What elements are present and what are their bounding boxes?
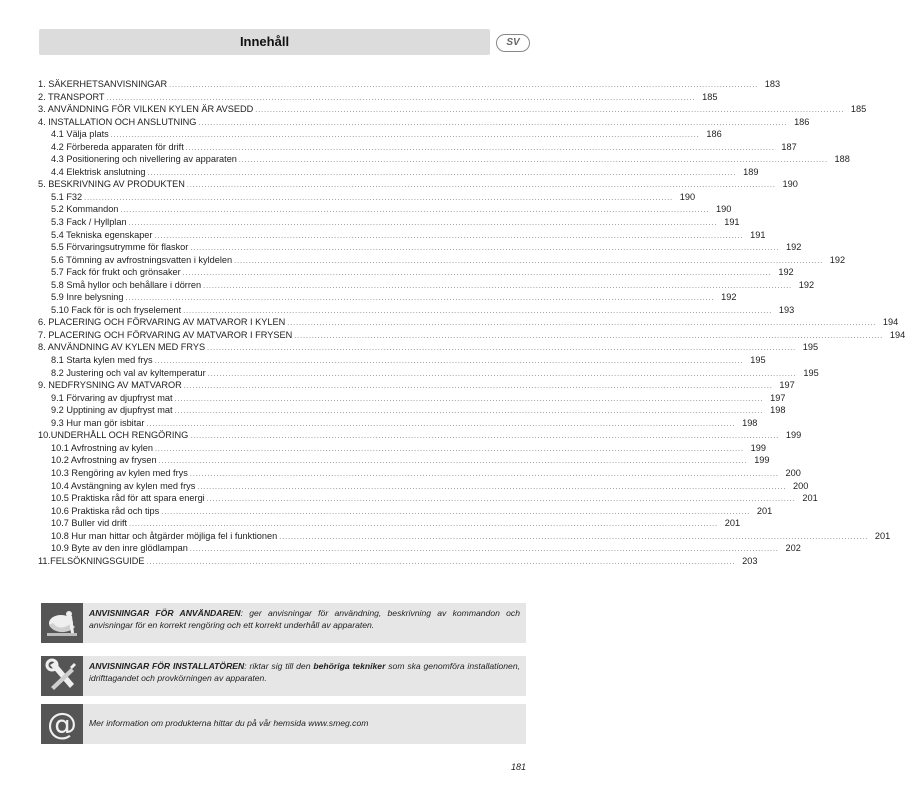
header-bar <box>39 29 490 55</box>
toc-entry <box>38 153 850 165</box>
page-number: 181 <box>510 762 526 772</box>
toc-entry-page: 187 <box>781 141 797 152</box>
toc-entry-title: 7. PLACERING OCH FÖRVARING AV MATVAROR I FRYSEN <box>38 329 293 340</box>
toc-dot-leader: ........................................................................................................................................................................................................ <box>154 358 744 366</box>
toc-entry-title: 10.2 Avfrostning av frysen <box>51 455 157 466</box>
toc-dot-leader: ........................................................................................................................................................................................................ <box>110 132 700 140</box>
toc-entry <box>38 417 758 429</box>
tools-icon <box>41 656 83 696</box>
toc-entry-title: 10.3 Rengöring av kylen med frys <box>51 467 188 478</box>
toc-dot-leader: ........................................................................................................................................................................................................ <box>287 320 877 328</box>
language-badge: SV <box>496 34 530 52</box>
installer-instructions-desc-a: : riktar sig till den <box>244 661 314 671</box>
toc-entry-title: 5.9 Inre belysning <box>51 292 124 303</box>
toc-entry <box>38 379 795 391</box>
toc-entry-title: 4.2 Förbereda apparaten för drift <box>51 141 184 152</box>
toc-entry-page: 201 <box>802 493 818 504</box>
at-sign-icon <box>41 704 83 744</box>
toc-entry-page: 199 <box>750 442 766 453</box>
toc-dot-leader: ........................................................................................................................................................................................................ <box>128 220 718 228</box>
toc-entry <box>38 555 758 567</box>
toc-entry-title: 5.7 Fack för frukt och grönsaker <box>51 267 181 278</box>
toc-dot-leader: ........................................................................................................................................................................................................ <box>120 207 710 215</box>
toc-dot-leader: ........................................................................................................................................................................................................ <box>255 107 845 115</box>
toc-entry-page: 200 <box>785 467 801 478</box>
toc-dot-leader: ........................................................................................................................................................................................................ <box>206 496 796 504</box>
toc-dot-leader: ........................................................................................................................................................................................................ <box>84 194 674 202</box>
toc-entry-title: 10.6 Praktiska råd och tips <box>51 505 160 516</box>
toc-entry-page: 197 <box>779 380 795 391</box>
toc-entry <box>38 229 766 241</box>
toc-entry <box>38 442 766 454</box>
toc-entry-title: 1. SÄKERHETSANVISNINGAR <box>38 79 168 89</box>
toc-entry-title: 10.5 Praktiska råd för att spara energi <box>51 493 205 504</box>
toc-dot-leader: ........................................................................................................................................................................................................ <box>186 182 776 190</box>
installer-instructions-emph: behöriga tekniker <box>313 661 386 671</box>
toc-dot-leader: ........................................................................................................................................................................................................ <box>234 257 824 265</box>
toc-dot-leader: ........................................................................................................................................................................................................ <box>207 370 797 378</box>
toc-entry <box>38 392 786 404</box>
toc-entry-page: 195 <box>750 355 766 366</box>
toc-entry <box>38 492 818 504</box>
toc-entry-title: 10.1 Avfrostning av kylen <box>51 442 153 453</box>
toc-dot-leader: ........................................................................................................................................................................................................ <box>190 245 780 253</box>
toc-dot-leader: ........................................................................................................................................................................................................ <box>189 546 779 554</box>
toc-entry-title: 10.9 Byte av den inre glödlampan <box>51 543 188 554</box>
toc-entry-title: 2. TRANSPORT <box>38 91 105 102</box>
toc-entry-page: 201 <box>874 530 891 541</box>
toc-entry-title: 4. INSTALLATION OCH ANSLUTNING <box>38 116 197 127</box>
toc-entry-title: 8. ANVÄNDNING AV KYLEN MED FRYS <box>38 342 206 353</box>
toc-entry-title: 9. NEDFRYSNING AV MATVAROR <box>38 380 182 391</box>
toc-entry-title: 3. ANVÄNDNING FÖR VILKEN KYLEN ÄR AVSEDD <box>38 104 254 115</box>
toc-entry <box>38 191 696 203</box>
toc-entry-page: 201 <box>724 518 741 529</box>
toc-entry <box>38 316 899 328</box>
toc-entry-page: 200 <box>793 480 809 491</box>
toc-entry-title: 5.3 Fack / Hyllplan <box>51 217 127 228</box>
toc-entry <box>38 429 802 441</box>
toc-entry-page: 192 <box>829 254 846 265</box>
toc-dot-leader: ........................................................................................................................................................................................................ <box>190 433 780 441</box>
toc-entry <box>38 530 891 542</box>
toc-entry-page: 190 <box>679 191 696 202</box>
installer-instructions-text <box>89 661 520 684</box>
toc-entry <box>38 542 801 554</box>
toc-entry <box>38 341 819 353</box>
toc-entry <box>38 467 801 479</box>
toc-dot-leader: ........................................................................................................................................................................................................ <box>169 82 759 89</box>
toc-entry <box>38 279 815 291</box>
toc-entry-title: 8.2 Justering och val av kyltemperatur <box>51 367 206 378</box>
toc-entry-title: 4.4 Elektrisk anslutning <box>51 166 146 177</box>
toc-entry-page: 188 <box>834 154 850 165</box>
svg-text:@: @ <box>47 707 77 742</box>
toc-entry <box>38 203 732 215</box>
toc-entry <box>38 480 809 492</box>
toc-entry-page: 203 <box>742 555 758 566</box>
toc-entry <box>38 304 795 316</box>
toc-entry-title: 4.3 Positionering och nivellering av apparaten <box>51 154 237 165</box>
toc-dot-leader: ........................................................................................................................................................................................................ <box>129 521 719 529</box>
toc-entry <box>38 128 722 140</box>
toc-entry-page: 193 <box>778 304 795 315</box>
toc-entry-page: 183 <box>764 79 781 89</box>
toc-dot-leader: ........................................................................................................................................................................................................ <box>154 445 744 453</box>
website-info-text: Mer information om produkterna hittar du på vår hemsida www.smeg.com <box>89 718 369 728</box>
toc-entry-page: 185 <box>850 104 867 115</box>
toc-dot-leader: ........................................................................................................................................................................................................ <box>185 144 775 152</box>
toc-dot-leader: ........................................................................................................................................................................................................ <box>189 470 779 478</box>
toc-entry-title: 5.8 Små hyllor och behållare i dörren <box>51 279 202 290</box>
page-title: Innehåll <box>239 34 290 49</box>
toc-entry-page: 198 <box>770 405 786 416</box>
table-of-contents <box>38 78 905 567</box>
toc-entry <box>38 354 766 366</box>
toc-entry <box>38 178 798 190</box>
toc-entry-page: 198 <box>742 417 758 428</box>
toc-entry-title: 9.2 Upptining av djupfryst mat <box>51 405 173 416</box>
toc-entry <box>38 166 759 178</box>
toc-entry-page: 186 <box>794 116 810 127</box>
toc-entry-page: 189 <box>743 166 759 177</box>
toc-entry <box>38 454 770 466</box>
installer-instructions-box <box>41 656 526 696</box>
toc-dot-leader: ........................................................................................................................................................................................................ <box>183 307 773 315</box>
user-instructions-desc: : ger anvisningar för användning, beskrivning av kommandon och anvisningar för en korrekt rengöring och ett korrekt underhåll av apparaten. <box>89 608 520 630</box>
toc-entry-page: 192 <box>721 292 737 303</box>
toc-entry-title: 10.UNDERHÅLL OCH RENGÖRING <box>38 430 189 441</box>
installer-instructions-desc-b: som ska genomföra installationen, idrifttagandet och provkörningen av apparaten. <box>89 661 520 683</box>
toc-dot-leader: ........................................................................................................................................................................................................ <box>125 295 715 303</box>
toc-entry-page: 194 <box>882 317 899 328</box>
toc-entry-page: 195 <box>802 342 819 353</box>
toc-entry-title: 5.2 Kommandon <box>51 204 119 215</box>
toc-dot-leader: ........................................................................................................................................................................................................ <box>182 270 772 278</box>
user-instructions-text <box>89 608 520 631</box>
toc-entry-page: 192 <box>798 279 815 290</box>
toc-entry-page: 192 <box>778 267 794 278</box>
toc-entry <box>38 103 867 115</box>
toc-entry-page: 185 <box>702 91 718 102</box>
toc-dot-leader: ........................................................................................................................................................................................................ <box>106 94 696 102</box>
toc-entry-title: 8.1 Starta kylen med frys <box>51 355 153 366</box>
toc-entry-page: 190 <box>716 204 732 215</box>
toc-dot-leader: ........................................................................................................................................................................................................ <box>161 508 751 516</box>
toc-entry-title: 5.1 F32 <box>51 191 83 202</box>
toc-entry-title: 5.5 Förvaringsutrymme för flaskor <box>51 242 189 253</box>
toc-entry <box>38 367 819 379</box>
toc-entry-title: 5.4 Tekniska egenskaper <box>51 229 153 240</box>
toc-entry <box>38 78 781 90</box>
toc-entry <box>38 254 846 266</box>
toc-dot-leader: ........................................................................................................................................................................................................ <box>154 232 744 240</box>
toc-entry <box>38 141 797 153</box>
toc-entry <box>38 404 786 416</box>
toc-dot-leader: ........................................................................................................................................................................................................ <box>238 157 828 165</box>
cleaning-hand-icon <box>41 603 83 643</box>
toc-dot-leader: ........................................................................................................................................................................................................ <box>158 458 748 466</box>
toc-dot-leader: ........................................................................................................................................................................................................ <box>294 332 884 340</box>
toc-entry <box>38 291 737 303</box>
toc-entry-page: 199 <box>754 455 770 466</box>
user-instructions-box <box>41 603 526 643</box>
toc-entry-page: 186 <box>706 129 722 140</box>
toc-entry-page: 190 <box>782 179 798 190</box>
toc-entry-page: 191 <box>750 229 766 240</box>
website-info-box <box>41 704 526 744</box>
toc-entry-title: 4.1 Välja plats <box>51 129 109 140</box>
toc-entry-title: 5.6 Tömning av avfrostningsvatten i kyldelen <box>51 254 233 265</box>
toc-entry-title: 9.1 Förvaring av djupfryst mat <box>51 392 173 403</box>
toc-entry-title: 10.4 Avstängning av kylen med frys <box>51 480 196 491</box>
toc-entry-page: 202 <box>785 543 801 554</box>
toc-entry-title: 6. PLACERING OCH FÖRVARING AV MATVAROR I KYLEN <box>38 317 286 328</box>
toc-entry-title: 11.FELSÖKNINGSGUIDE <box>38 555 145 566</box>
toc-entry <box>38 116 810 128</box>
toc-dot-leader: ........................................................................................................................................................................................................ <box>183 383 773 391</box>
toc-entry-page: 194 <box>889 329 905 340</box>
toc-entry <box>38 91 718 103</box>
toc-dot-leader: ........................................................................................................................................................................................................ <box>146 420 736 428</box>
toc-entry-title: 5. BESKRIVNING AV PRODUKTEN <box>38 179 185 190</box>
toc-dot-leader: ........................................................................................................................................................................................................ <box>197 483 787 491</box>
toc-dot-leader: ........................................................................................................................................................................................................ <box>198 119 788 127</box>
toc-entry <box>38 329 905 341</box>
toc-entry-page: 192 <box>785 242 802 253</box>
toc-entry-page: 197 <box>770 392 786 403</box>
toc-dot-leader: ........................................................................................................................................................................................................ <box>203 282 793 290</box>
installer-instructions-label: ANVISNINGAR FÖR INSTALLATÖREN <box>89 661 245 671</box>
toc-dot-leader: ........................................................................................................................................................................................................ <box>174 408 764 416</box>
toc-entry-page: 199 <box>785 430 802 441</box>
toc-entry-title: 10.8 Hur man hittar och åtgärder möjliga fel i funktionen <box>51 530 278 541</box>
toc-entry <box>38 266 794 278</box>
toc-dot-leader: ........................................................................................................................................................................................................ <box>207 345 797 353</box>
toc-entry <box>38 505 773 517</box>
toc-entry <box>38 517 741 529</box>
toc-entry-page: 195 <box>803 367 819 378</box>
toc-entry-page: 201 <box>756 505 773 516</box>
toc-entry-title: 5.10 Fack för is och fryselement <box>51 304 182 315</box>
toc-entry-title: 10.7 Buller vid drift <box>51 518 128 529</box>
toc-dot-leader: ........................................................................................................................................................................................................ <box>146 558 736 566</box>
toc-dot-leader: ........................................................................................................................................................................................................ <box>147 169 737 177</box>
toc-dot-leader: ........................................................................................................................................................................................................ <box>174 395 764 403</box>
toc-dot-leader: ........................................................................................................................................................................................................ <box>279 533 869 541</box>
toc-entry-page: 191 <box>724 217 740 228</box>
toc-entry-title: 9.3 Hur man gör isbitar <box>51 417 145 428</box>
user-instructions-label: ANVISNINGAR FÖR ANVÄNDAREN <box>89 608 241 618</box>
toc-entry <box>38 241 802 253</box>
toc-entry <box>38 216 740 228</box>
